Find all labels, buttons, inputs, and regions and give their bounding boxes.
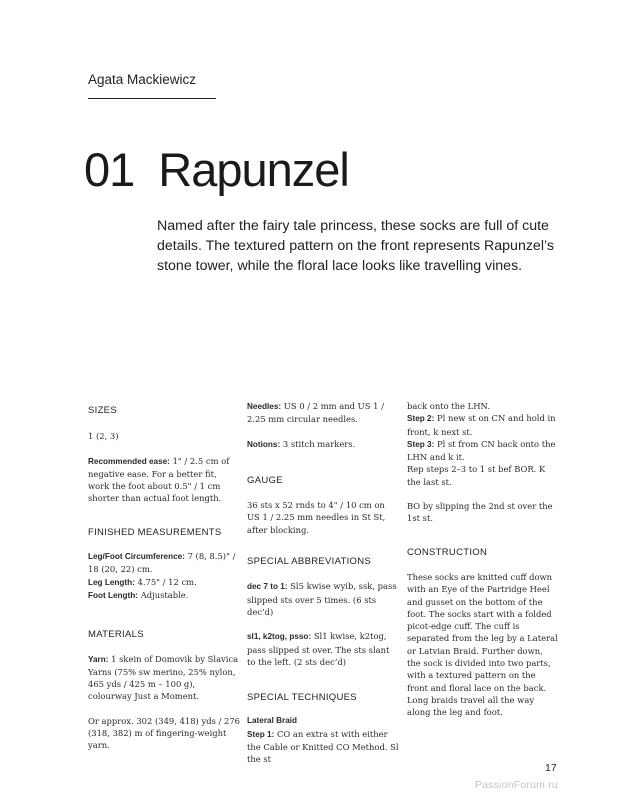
step-2-paragraph — [407, 412, 559, 438]
page-title — [84, 143, 349, 196]
yarn-paragraph — [88, 653, 240, 703]
step-1-text: CO an extra st with either the Cable or Knitted CO Method. Sl the st — [247, 728, 399, 765]
needles-text: US 0 / 2 mm and US 1 / 2.25 mm circular needles. — [247, 401, 384, 425]
step-2-label: Step 2: — [407, 414, 435, 424]
needles-paragraph — [247, 400, 399, 426]
construction-heading: CONSTRUCTION — [407, 546, 488, 558]
circumference-paragraph — [88, 550, 240, 576]
foot-length-label: Foot Length: — [88, 590, 139, 600]
sizes-text: 1 (2, 3) — [88, 431, 119, 442]
techniques-heading: SPECIAL TECHNIQUES — [247, 692, 357, 704]
page-number: 17 — [545, 762, 557, 774]
ease-text: 1" / 2.5 cm of negative ease. For a better fit, work the foot about 0.5" / 1 cm shorter than actual foot length. — [88, 455, 230, 504]
step-3-paragraph — [407, 438, 559, 464]
dec-7-to-1-text: Sl5 kwise wyib, ssk, pass slipped sts over 5 times. (6 sts dec’d) — [247, 581, 397, 617]
sl1-k2tog-psso-text: Sl1 kwise, k2tog, pass slipped st over. The sts slant to the left. (2 sts dec’d) — [247, 631, 390, 667]
author-name: Agata Mackiewicz — [88, 72, 197, 87]
sizes-heading: SIZES — [88, 405, 117, 416]
yarn-text: 1 skein of Domovik by Slavica Yarns (75% sw merino, 25% nylon, 465 yds / 425 m – 100 g), colourway Just a Moment. — [88, 653, 239, 702]
yarn-label: Yarn: — [88, 654, 109, 664]
pattern-number: 01 — [84, 143, 135, 196]
column-2 — [247, 400, 399, 766]
step-3-label: Step 3: — [407, 439, 435, 449]
step-1-paragraph — [247, 728, 399, 766]
sl1-k2tog-psso-paragraph — [247, 630, 399, 668]
leg-length-label: Leg Length: — [88, 577, 135, 587]
sl1-k2tog-psso-label: sl1, k2tog, psso: — [247, 632, 312, 642]
needles-label: Needles: — [247, 402, 282, 411]
foot-length-paragraph — [88, 589, 240, 602]
construction-text: These socks are knitted cuff down with an Eye of the Partridge Heel and gusset on the bottom of the foot. The socks start with a folded picot-edge cuff. The cuff is separated from the leg by a Lateral or Latvian Braid. Further down, the sock is divided into two parts, with a textured pattern on the front and floral lace on the back. Long braids travel all the way along the leg and foot. — [407, 571, 558, 718]
notions-text: 3 stitch markers. — [280, 438, 356, 449]
notions-paragraph — [247, 438, 399, 451]
ease-paragraph — [88, 455, 240, 505]
author-divider — [88, 98, 216, 99]
dec-7-to-1-label: dec 7 to 1: — [247, 582, 288, 592]
abbreviations-heading: SPECIAL ABBREVIATIONS — [247, 556, 372, 568]
leg-length-text: 4.75" / 12 cm. — [134, 576, 197, 587]
step-1-continued: back onto the LHN. — [407, 401, 490, 411]
step-3-text: Pl st from CN back onto the LHN and k it. — [407, 438, 556, 463]
watermark: PassionForum.ru — [475, 779, 558, 791]
ease-label: Recommended ease: — [88, 456, 170, 466]
repeat-paragraph: Rep steps 2–3 to 1 st bef BOR. K the last st. — [407, 464, 546, 487]
foot-length-text: Adjustable. — [138, 589, 189, 600]
column-1 — [88, 405, 240, 752]
bind-off-paragraph: BO by slipping the 2nd st over the 1st st. — [407, 501, 553, 524]
approx-paragraph: Or approx. 302 (349, 418) yds / 276 (318, 382) m of fingering-weight yarn. — [88, 715, 241, 751]
circumference-label: Leg/Foot Circumference: — [88, 552, 185, 562]
circumference-text: 7 (8, 8.5)" / 18 (20, 22) cm. — [88, 551, 236, 575]
materials-heading: MATERIALS — [88, 629, 144, 641]
notions-label: Notions: — [247, 439, 281, 449]
gauge-heading: GAUGE — [247, 474, 283, 486]
finished-measurements-heading: FINISHED MEASUREMENTS — [88, 526, 222, 538]
leg-length-paragraph — [88, 576, 240, 589]
column-3 — [407, 400, 559, 719]
gauge-text: 36 sts x 52 rnds to 4" / 10 cm on US 1 / 2.25 mm needles in St St, after blocking. — [247, 500, 386, 535]
step-2-text: Pl new st on CN and hold in front, k next st. — [407, 413, 556, 437]
lateral-braid-heading: Lateral Braid — [247, 716, 298, 726]
intro-paragraph: Named after the fairy tale princess, these socks are full of cute details. The textured pattern on the front represents Rapunzel’s stone tower, while the floral lace looks like travelling vines. — [157, 218, 554, 274]
dec-7-to-1-paragraph — [247, 580, 399, 618]
pattern-name: Rapunzel — [158, 143, 349, 196]
step-1-label: Step 1: — [247, 729, 275, 739]
